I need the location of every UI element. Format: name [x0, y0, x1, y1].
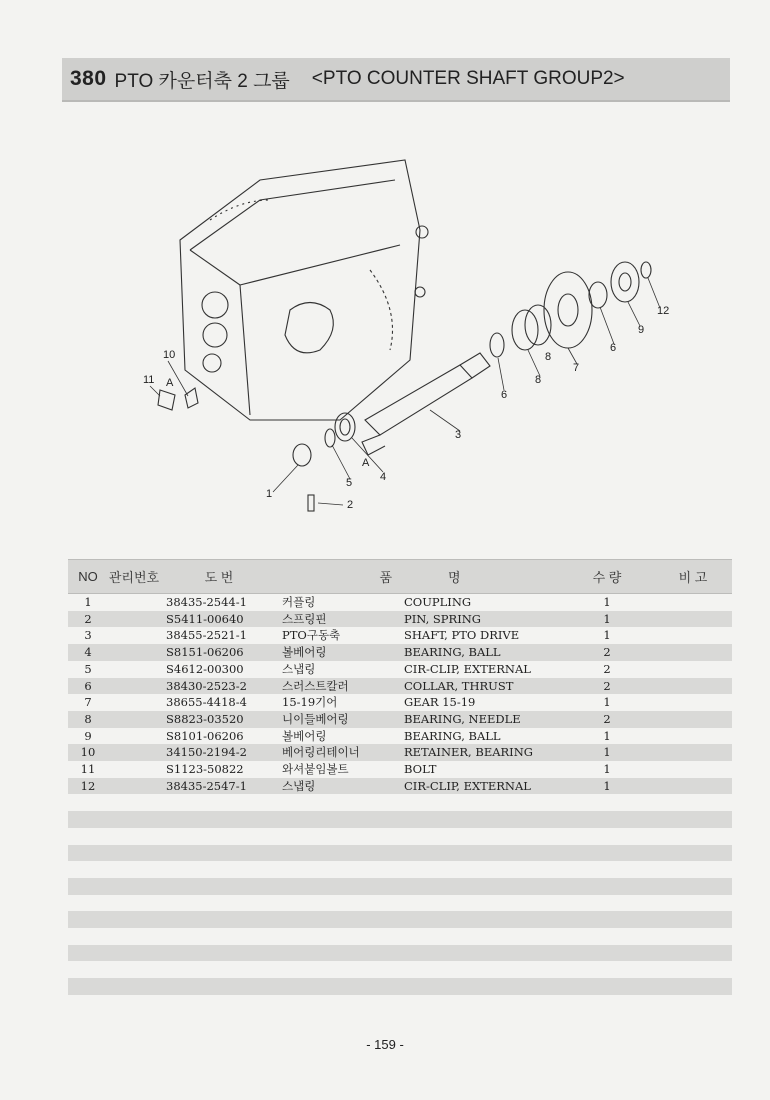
cell-qty: 2	[560, 711, 654, 728]
callout-6b: 6	[610, 342, 617, 354]
empty-cell	[560, 945, 654, 962]
cell-remark	[654, 611, 732, 628]
empty-cell	[278, 895, 400, 912]
empty-cell	[278, 928, 400, 945]
empty-cell	[108, 945, 160, 962]
cell-drawing: S8823-03520	[160, 711, 278, 728]
empty-cell	[68, 928, 108, 945]
empty-cell	[108, 961, 160, 978]
callout-a-left: A	[166, 377, 174, 389]
cell-name-kr: 커플링	[282, 595, 316, 609]
table-row-empty	[68, 845, 732, 862]
empty-cell	[654, 945, 732, 962]
cell-name-kr: 볼베어링	[278, 644, 400, 661]
empty-cell	[108, 828, 160, 845]
callout-2: 2	[347, 499, 354, 511]
table-row-empty	[68, 978, 732, 995]
empty-cell	[68, 995, 108, 1012]
empty-cell	[400, 895, 560, 912]
cell-qty: 1	[560, 778, 654, 795]
cell-remark	[654, 744, 732, 761]
empty-cell	[160, 861, 278, 878]
empty-cell	[560, 895, 654, 912]
cell-qty: 1	[603, 762, 611, 777]
empty-cell	[400, 811, 560, 828]
cell-drawing: S5411-00640	[160, 611, 278, 628]
col-header-no: NO	[68, 560, 108, 594]
cell-name-en: BOLT	[404, 762, 437, 777]
empty-cell	[278, 961, 400, 978]
empty-cell	[108, 978, 160, 995]
empty-cell	[560, 911, 654, 928]
empty-cell	[108, 911, 160, 928]
cell-no: 4	[68, 644, 108, 661]
cell-name-en: COUPLING	[404, 595, 472, 609]
empty-cell	[278, 794, 400, 811]
table-row-empty	[68, 828, 732, 845]
cell-no: 8	[68, 711, 108, 728]
callout-12: 12	[657, 305, 670, 317]
cell-name-kr: 볼베어링	[282, 728, 327, 743]
cell-name-kr: 15-19기어	[282, 695, 338, 710]
empty-cell	[68, 861, 108, 878]
cell-no: 1	[84, 595, 92, 609]
empty-cell	[160, 794, 278, 811]
cell-mgmt	[108, 694, 160, 711]
cell-drawing: S4612-00300	[166, 661, 244, 676]
cell-name-en: PIN, SPRING	[400, 611, 560, 628]
cell-remark	[654, 594, 732, 611]
cell-name-en: CIR-CLIP, EXTERNAL	[404, 661, 531, 676]
empty-cell	[400, 995, 560, 1012]
parts-table-body	[68, 594, 732, 1012]
cell-mgmt	[108, 594, 160, 611]
empty-cell	[108, 861, 160, 878]
cell-name-en: COLLAR, THRUST	[400, 678, 560, 695]
cell-remark	[654, 711, 732, 728]
callout-a-right: A	[362, 457, 370, 469]
empty-cell	[278, 878, 400, 895]
cell-drawing: 38435-2544-1	[166, 595, 247, 609]
empty-cell	[654, 828, 732, 845]
empty-cell	[278, 845, 400, 862]
empty-cell	[160, 878, 278, 895]
cell-no: 5	[84, 661, 92, 676]
table-row-empty	[68, 961, 732, 978]
empty-cell	[160, 895, 278, 912]
table-row	[68, 644, 732, 661]
table-row-empty	[68, 928, 732, 945]
page-number: - 159 -	[366, 1037, 404, 1052]
cell-name-kr: PTO구동축	[282, 628, 341, 643]
cell-mgmt	[108, 611, 160, 628]
empty-cell	[68, 811, 108, 828]
empty-cell	[400, 978, 560, 995]
empty-cell	[654, 794, 732, 811]
empty-cell	[108, 845, 160, 862]
cell-name-kr: 와셔붙임볼트	[282, 762, 349, 777]
empty-cell	[68, 878, 108, 895]
cell-mgmt	[108, 661, 160, 678]
table-header-row	[68, 560, 732, 594]
cell-mgmt	[108, 761, 160, 778]
cell-name-kr: 베어링리테이너	[278, 744, 400, 761]
table-row-empty	[68, 878, 732, 895]
empty-cell	[654, 861, 732, 878]
empty-cell	[560, 828, 654, 845]
section-title-english: <PTO COUNTER SHAFT GROUP2>	[311, 68, 625, 89]
cell-name-en: SHAFT, PTO DRIVE	[404, 628, 520, 643]
empty-cell	[400, 911, 560, 928]
cell-mgmt	[108, 678, 160, 695]
empty-cell	[160, 828, 278, 845]
cell-remark	[654, 627, 732, 644]
table-row	[68, 761, 732, 778]
cell-no: 7	[84, 695, 92, 710]
empty-cell	[68, 845, 108, 862]
cell-qty: 1	[603, 728, 611, 743]
parts-list-table	[68, 559, 732, 1011]
cell-drawing: S8101-06206	[166, 728, 244, 743]
empty-cell	[160, 978, 278, 995]
cell-qty: 2	[560, 678, 654, 695]
cell-name-kr: 스냅링	[278, 778, 400, 795]
empty-cell	[654, 845, 732, 862]
empty-cell	[68, 895, 108, 912]
cell-name-kr: 스러스트칼러	[278, 678, 400, 695]
callout-7: 7	[573, 362, 580, 374]
empty-cell	[108, 995, 160, 1012]
table-row	[68, 611, 732, 628]
table-row-empty	[68, 945, 732, 962]
empty-cell	[160, 911, 278, 928]
section-header	[62, 58, 730, 102]
cell-no: 11	[80, 762, 96, 777]
cell-qty: 1	[560, 744, 654, 761]
section-number: 380	[70, 67, 107, 90]
cell-name-en: BEARING, NEEDLE	[400, 711, 560, 728]
empty-cell	[108, 895, 160, 912]
exploded-parts-diagram	[100, 120, 720, 540]
empty-cell	[108, 878, 160, 895]
cell-mgmt	[108, 711, 160, 728]
cell-name-en: GEAR 15-19	[404, 695, 476, 710]
empty-cell	[108, 811, 160, 828]
cell-name-en: BEARING, BALL	[400, 644, 560, 661]
cell-mgmt	[108, 728, 160, 745]
col-header-name: 품	[278, 560, 400, 594]
cell-remark	[654, 728, 732, 745]
empty-cell	[400, 961, 560, 978]
empty-cell	[560, 995, 654, 1012]
cell-drawing: 38435-2547-1	[160, 778, 278, 795]
gear-train	[158, 262, 651, 511]
cell-remark	[654, 694, 732, 711]
empty-cell	[400, 794, 560, 811]
table-row	[68, 778, 732, 795]
table-row	[68, 661, 732, 678]
empty-cell	[160, 995, 278, 1012]
empty-cell	[68, 794, 108, 811]
cell-drawing: 38430-2523-2	[160, 678, 278, 695]
callout-labels	[143, 305, 669, 511]
cell-no: 2	[68, 611, 108, 628]
cell-mgmt	[108, 644, 160, 661]
col-header-name2: 명	[400, 560, 560, 594]
empty-cell	[68, 945, 108, 962]
empty-cell	[560, 928, 654, 945]
cell-no: 12	[68, 778, 108, 795]
empty-cell	[160, 961, 278, 978]
empty-cell	[278, 978, 400, 995]
callout-8b: 8	[545, 351, 552, 363]
empty-cell	[560, 961, 654, 978]
cell-name-kr: 스냅링	[282, 661, 316, 676]
empty-cell	[278, 828, 400, 845]
col-header-remark: 비 고	[654, 560, 732, 594]
empty-cell	[278, 911, 400, 928]
callout-1: 1	[266, 488, 273, 500]
cell-qty: 1	[560, 611, 654, 628]
empty-cell	[560, 861, 654, 878]
table-row	[68, 594, 732, 611]
cell-no: 10	[68, 744, 108, 761]
cell-qty: 1	[603, 695, 611, 710]
transmission-housing	[180, 160, 428, 420]
cell-name-en: CIR-CLIP, EXTERNAL	[400, 778, 560, 795]
cell-name-en: RETAINER, BEARING	[400, 744, 560, 761]
cell-remark	[654, 761, 732, 778]
table-row	[68, 711, 732, 728]
empty-cell	[108, 794, 160, 811]
callout-8a: 8	[535, 374, 542, 386]
col-header-mgmt: 관리번호	[108, 560, 160, 594]
cell-qty: 2	[560, 644, 654, 661]
callout-5: 5	[346, 477, 353, 489]
empty-cell	[560, 794, 654, 811]
table-row-empty	[68, 794, 732, 811]
empty-cell	[160, 811, 278, 828]
cell-name-en: BEARING, BALL	[404, 728, 501, 743]
empty-cell	[654, 895, 732, 912]
empty-cell	[654, 928, 732, 945]
cell-name-kr: 스프링핀	[278, 611, 400, 628]
cell-drawing: S8151-06206	[160, 644, 278, 661]
empty-cell	[278, 861, 400, 878]
cell-no: 3	[84, 628, 92, 643]
cell-name-kr: 니이들베어링	[278, 711, 400, 728]
empty-cell	[654, 911, 732, 928]
table-row-empty	[68, 895, 732, 912]
cell-drawing: 38455-2521-1	[166, 628, 247, 643]
cell-drawing: 34150-2194-2	[160, 744, 278, 761]
cell-no: 6	[68, 678, 108, 695]
empty-cell	[278, 811, 400, 828]
col-header-qty: 수 량	[560, 560, 654, 594]
empty-cell	[654, 961, 732, 978]
cell-qty: 1	[603, 595, 611, 609]
empty-cell	[400, 945, 560, 962]
pto-drive-shaft	[362, 353, 490, 455]
table-row	[68, 728, 732, 745]
cell-mgmt	[108, 627, 160, 644]
empty-cell	[654, 878, 732, 895]
empty-cell	[400, 861, 560, 878]
empty-cell	[68, 911, 108, 928]
callout-10: 10	[163, 349, 176, 361]
empty-cell	[400, 845, 560, 862]
table-row	[68, 744, 732, 761]
cell-qty: 1	[603, 628, 611, 643]
empty-cell	[654, 995, 732, 1012]
empty-cell	[560, 878, 654, 895]
table-row	[68, 627, 732, 644]
empty-cell	[278, 995, 400, 1012]
empty-cell	[400, 878, 560, 895]
empty-cell	[654, 811, 732, 828]
callout-4: 4	[380, 471, 387, 483]
callout-3: 3	[455, 429, 462, 441]
cell-drawing: 38655-4418-4	[166, 695, 247, 710]
cell-drawing: S1123-50822	[166, 762, 244, 777]
empty-cell	[160, 945, 278, 962]
cell-mgmt	[108, 778, 160, 795]
empty-cell	[654, 978, 732, 995]
cell-remark	[654, 644, 732, 661]
empty-cell	[68, 978, 108, 995]
cell-qty: 2	[603, 661, 611, 676]
table-row-empty	[68, 811, 732, 828]
callout-9: 9	[638, 324, 645, 336]
empty-cell	[68, 961, 108, 978]
cell-remark	[654, 778, 732, 795]
exploded-view-drawing	[100, 120, 720, 540]
cell-no: 9	[84, 728, 92, 743]
table-row	[68, 678, 732, 695]
cell-remark	[654, 661, 732, 678]
empty-cell	[560, 978, 654, 995]
table-row-empty	[68, 861, 732, 878]
empty-cell	[560, 845, 654, 862]
empty-cell	[400, 928, 560, 945]
col-header-drawing: 도 번	[160, 560, 278, 594]
empty-cell	[160, 928, 278, 945]
cell-remark	[654, 678, 732, 695]
empty-cell	[400, 828, 560, 845]
cell-mgmt	[108, 744, 160, 761]
table-row	[68, 694, 732, 711]
empty-cell	[278, 945, 400, 962]
table-row-empty	[68, 995, 732, 1012]
empty-cell	[108, 928, 160, 945]
empty-cell	[560, 811, 654, 828]
callout-11: 11	[143, 374, 155, 386]
callout-6a: 6	[501, 389, 508, 401]
empty-cell	[68, 828, 108, 845]
empty-cell	[160, 845, 278, 862]
table-row-empty	[68, 911, 732, 928]
section-title-korean: PTO 카운터축 2 그룹	[114, 70, 290, 92]
